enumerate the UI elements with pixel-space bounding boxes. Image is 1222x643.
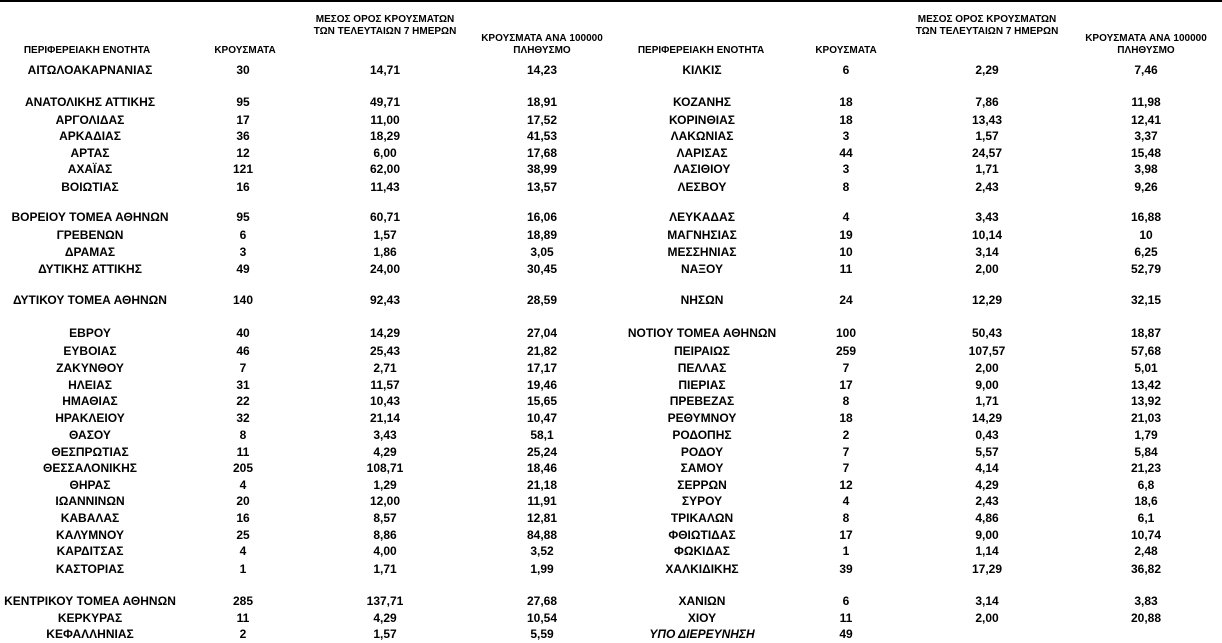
left-row-6-name: ΒΟΙΩΤΙΑΣ (61, 180, 119, 194)
left-row-6-rate: 13,57 (526, 180, 558, 194)
left-row-29-rate: 5,59 (530, 627, 554, 641)
right-row-11-cases: 24 (839, 293, 853, 307)
right-row-11-avg: 12,29 (971, 293, 1003, 307)
left-row-4-avg: 6,00 (373, 146, 397, 160)
left-row-15-name: ΗΛΕΙΑΣ (68, 378, 112, 392)
right-header-avg: ΜΕΣΟΣ ΟΡΟΣ ΚΡΟΥΣΜΑΤΩΝ ΤΩΝ ΤΕΛΕΥΤΑΙΩΝ 7 ΗΜΕΡΩΝ (915, 14, 1059, 37)
left-row-24-name: ΚΑΛΥΜΝΟΥ (56, 528, 124, 542)
right-row-0-rate: 7,46 (1134, 63, 1158, 77)
right-row-3-avg: 1,57 (975, 129, 999, 143)
right-row-8-cases: 19 (839, 228, 853, 242)
left-row-15-cases: 31 (236, 378, 250, 392)
right-row-14-avg: 2,00 (975, 361, 999, 375)
left-row-9-avg: 1,86 (373, 245, 397, 259)
right-row-0-avg: 2,29 (975, 63, 999, 77)
right-row-17-rate: 21,03 (1130, 411, 1162, 425)
right-row-28-rate: 20,88 (1130, 611, 1162, 625)
top-border-line (0, 0, 1222, 2)
left-row-29-avg: 1,57 (373, 627, 397, 641)
left-row-4-rate: 17,68 (526, 146, 558, 160)
right-row-5-avg: 1,71 (975, 162, 999, 176)
left-row-29-name: ΚΕΦΑΛΛΗΝΙΑΣ (46, 627, 134, 641)
right-row-17-cases: 18 (839, 411, 853, 425)
right-row-8-rate: 10 (1139, 228, 1153, 242)
right-row-18-avg: 0,43 (975, 428, 999, 442)
left-row-16-name: ΗΜΑΘΙΑΣ (62, 394, 118, 408)
right-row-1-rate: 11,98 (1131, 95, 1161, 109)
left-row-18-avg: 3,43 (373, 428, 397, 442)
left-row-22-avg: 12,00 (369, 494, 401, 508)
right-row-9-name: ΜΕΣΣΗΝΙΑΣ (667, 245, 737, 259)
right-row-6-rate: 9,26 (1134, 180, 1158, 194)
left-row-14-avg: 2,71 (373, 361, 397, 375)
left-row-18-name: ΘΑΣΟΥ (69, 428, 111, 442)
left-row-20-avg: 108,71 (366, 461, 404, 475)
left-row-3-rate: 41,53 (526, 129, 558, 143)
right-row-23-avg: 4,86 (975, 511, 999, 525)
right-row-2-avg: 13,43 (971, 113, 1003, 127)
left-row-8-name: ΓΡΕΒΕΝΩΝ (56, 228, 124, 242)
left-row-12-cases: 40 (236, 326, 250, 340)
left-row-11-name: ΔΥΤΙΚΟΥ ΤΟΜΕΑ ΑΘΗΝΩΝ (13, 293, 167, 307)
right-row-20-avg: 4,14 (975, 461, 999, 475)
left-row-11-avg: 92,43 (369, 293, 401, 307)
right-row-25-avg: 1,14 (975, 544, 999, 558)
right-row-20-name: ΣΑΜΟΥ (680, 461, 724, 475)
right-row-9-cases: 10 (839, 245, 853, 259)
left-row-8-cases: 6 (239, 228, 247, 242)
right-row-26-name: ΧΑΛΚΙΔΙΚΗΣ (665, 562, 739, 576)
left-header-cases: ΚΡΟΥΣΜΑΤΑ (214, 45, 276, 56)
right-row-9-avg: 3,14 (975, 245, 999, 259)
left-row-19-avg: 4,29 (373, 445, 397, 459)
right-row-3-rate: 3,37 (1134, 129, 1158, 143)
right-row-26-avg: 17,29 (971, 562, 1003, 576)
left-row-13-cases: 46 (236, 344, 250, 358)
left-row-20-rate: 18,46 (526, 461, 558, 475)
left-row-13-name: ΕΥΒΟΙΑΣ (63, 344, 117, 358)
right-row-14-rate: 5,01 (1134, 361, 1158, 375)
right-row-19-avg: 5,57 (975, 445, 999, 459)
left-row-7-cases: 95 (236, 210, 250, 224)
right-row-27-cases: 6 (842, 594, 850, 608)
left-row-28-name: ΚΕΡΚΥΡΑΣ (57, 611, 123, 625)
left-row-12-rate: 27,04 (526, 326, 558, 340)
right-row-8-avg: 10,14 (971, 228, 1003, 242)
left-row-26-cases: 1 (239, 562, 247, 576)
right-row-22-rate: 18,6 (1134, 494, 1158, 508)
left-row-24-cases: 25 (236, 528, 250, 542)
left-row-5-rate: 38,99 (526, 162, 558, 176)
right-row-1-name: ΚΟΖΑΝΗΣ (673, 95, 731, 109)
left-row-26-avg: 1,71 (373, 562, 397, 576)
left-row-20-cases: 205 (232, 461, 254, 475)
left-header-avg: ΜΕΣΟΣ ΟΡΟΣ ΚΡΟΥΣΜΑΤΩΝ ΤΩΝ ΤΕΛΕΥΤΑΙΩΝ 7 ΗΜΕΡΩΝ (313, 14, 457, 37)
right-row-12-rate: 18,87 (1130, 326, 1162, 340)
right-row-12-cases: 100 (835, 326, 857, 340)
right-row-28-avg: 2,00 (975, 611, 999, 625)
right-row-16-avg: 1,71 (975, 394, 999, 408)
left-row-16-avg: 10,43 (369, 394, 401, 408)
left-row-2-avg: 11,00 (370, 113, 400, 127)
left-row-28-avg: 4,29 (373, 611, 397, 625)
right-row-15-rate: 13,42 (1130, 378, 1162, 392)
left-row-4-name: ΑΡΤΑΣ (70, 146, 110, 160)
right-row-13-name: ΠΕΙΡΑΙΩΣ (674, 344, 730, 358)
left-row-4-cases: 12 (236, 146, 250, 160)
right-row-16-cases: 8 (842, 394, 850, 408)
right-row-10-name: ΝΑΞΟΥ (680, 262, 724, 276)
left-row-10-name: ΔΥΤΙΚΗΣ ΑΤΤΙΚΗΣ (38, 262, 142, 276)
left-row-13-avg: 25,43 (369, 344, 401, 358)
right-row-29-name: ΥΠΟ ΔΙΕΡΕΥΝΗΣΗ (649, 627, 755, 641)
right-row-27-avg: 3,14 (975, 594, 999, 608)
left-row-22-name: ΙΩΑΝΝΙΝΩΝ (55, 494, 125, 508)
left-header-region: ΠΕΡΙΦΕΡΕΙΑΚΗ ΕΝΟΤΗΤΑ (23, 45, 151, 56)
left-row-12-name: ΕΒΡΟΥ (69, 326, 111, 340)
left-row-9-rate: 3,05 (530, 245, 554, 259)
right-row-5-rate: 3,98 (1134, 162, 1158, 176)
right-row-10-cases: 11 (839, 262, 853, 276)
left-row-1-avg: 49,71 (369, 95, 401, 109)
left-row-25-cases: 4 (239, 544, 247, 558)
right-row-21-name: ΣΕΡΡΩΝ (677, 478, 727, 492)
right-row-6-cases: 8 (842, 180, 850, 194)
right-row-4-rate: 15,48 (1130, 146, 1162, 160)
left-row-14-cases: 7 (239, 361, 247, 375)
right-row-19-name: ΡΟΔΟΥ (680, 445, 724, 459)
left-row-18-cases: 8 (239, 428, 247, 442)
right-row-18-rate: 1,79 (1134, 428, 1158, 442)
left-row-10-cases: 49 (236, 262, 250, 276)
left-row-3-cases: 36 (236, 129, 250, 143)
left-row-20-name: ΘΕΣΣΑΛΟΝΙΚΗΣ (43, 461, 137, 475)
left-row-5-cases: 121 (232, 162, 254, 176)
left-row-0-cases: 30 (236, 63, 250, 77)
right-row-14-name: ΠΕΛΛΑΣ (677, 361, 727, 375)
left-row-17-avg: 21,14 (369, 411, 401, 425)
left-row-27-avg: 137,71 (366, 594, 404, 608)
left-row-25-rate: 3,52 (530, 544, 554, 558)
right-row-16-name: ΠΡΕΒΕΖΑΣ (669, 394, 735, 408)
left-row-2-cases: 17 (236, 113, 250, 127)
right-row-20-cases: 7 (842, 461, 850, 475)
left-row-2-name: ΑΡΓΟΛΙΔΑΣ (55, 113, 125, 127)
left-row-23-cases: 16 (236, 511, 250, 525)
left-row-10-rate: 30,45 (526, 262, 558, 276)
left-row-18-rate: 58,1 (530, 428, 554, 442)
right-row-11-rate: 32,15 (1130, 293, 1162, 307)
left-row-16-cases: 22 (236, 394, 250, 408)
right-row-7-cases: 4 (842, 210, 850, 224)
right-row-20-rate: 21,23 (1130, 461, 1162, 475)
left-row-1-cases: 95 (236, 95, 250, 109)
right-row-19-cases: 7 (842, 445, 850, 459)
left-row-0-name: ΑΙΤΩΛΟΑΚΑΡΝΑΝΙΑΣ (27, 63, 153, 77)
left-row-24-rate: 84,88 (526, 528, 558, 542)
left-row-16-rate: 15,65 (526, 394, 558, 408)
left-row-11-cases: 140 (232, 293, 254, 307)
left-row-19-name: ΘΕΣΠΡΩΤΙΑΣ (51, 445, 129, 459)
right-row-5-cases: 3 (842, 162, 850, 176)
right-row-2-cases: 18 (839, 113, 853, 127)
left-row-1-rate: 18,91 (526, 95, 558, 109)
right-row-17-avg: 14,29 (971, 411, 1003, 425)
right-row-29-cases: 49 (839, 627, 853, 641)
left-row-19-rate: 25,24 (526, 445, 558, 459)
left-row-7-name: ΒΟΡΕΙΟΥ ΤΟΜΕΑ ΑΘΗΝΩΝ (11, 210, 169, 224)
right-row-27-rate: 3,83 (1134, 594, 1158, 608)
right-row-8-name: ΜΑΓΝΗΣΙΑΣ (667, 228, 737, 242)
right-row-18-name: ΡΟΔΟΠΗΣ (672, 428, 732, 442)
right-row-12-name: ΝΟΤΙΟΥ ΤΟΜΕΑ ΑΘΗΝΩΝ (627, 326, 777, 340)
left-row-3-name: ΑΡΚΑΔΙΑΣ (59, 129, 121, 143)
left-row-0-avg: 14,71 (369, 63, 401, 77)
right-row-17-name: ΡΕΘΥΜΝΟΥ (667, 411, 737, 425)
left-row-21-avg: 1,29 (373, 478, 397, 492)
left-row-8-avg: 1,57 (373, 228, 397, 242)
left-row-23-avg: 8,57 (373, 511, 397, 525)
right-row-0-cases: 6 (842, 63, 850, 77)
right-row-27-name: ΧΑΝΙΩΝ (678, 594, 726, 608)
right-row-12-avg: 50,43 (971, 326, 1003, 340)
right-row-23-cases: 8 (842, 511, 850, 525)
right-row-1-avg: 7,86 (975, 95, 999, 109)
right-header-region: ΠΕΡΙΦΕΡΕΙΑΚΗ ΕΝΟΤΗΤΑ (637, 45, 765, 56)
left-row-26-rate: 1,99 (530, 562, 554, 576)
left-row-5-avg: 62,00 (369, 162, 401, 176)
right-row-13-avg: 107,57 (968, 344, 1006, 358)
right-row-10-rate: 52,79 (1130, 262, 1162, 276)
left-row-27-cases: 285 (232, 594, 254, 608)
left-row-15-rate: 19,46 (526, 378, 558, 392)
right-row-22-avg: 2,43 (975, 494, 999, 508)
left-row-8-rate: 18,89 (526, 228, 558, 242)
left-row-28-cases: 11 (236, 611, 250, 625)
right-row-23-rate: 6,1 (1137, 511, 1155, 525)
left-row-2-rate: 17,52 (526, 113, 558, 127)
left-header-rate: ΚΡΟΥΣΜΑΤΑ ΑΝΑ 100000 ΠΛΗΘΥΣΜΟ (481, 33, 603, 56)
left-row-9-name: ΔΡΑΜΑΣ (64, 245, 116, 259)
right-row-3-cases: 3 (842, 129, 850, 143)
left-row-14-name: ΖΑΚΥΝΘΟΥ (56, 361, 124, 375)
right-row-13-cases: 259 (835, 344, 857, 358)
left-row-7-rate: 16,06 (526, 210, 558, 224)
left-row-14-rate: 17,17 (526, 361, 558, 375)
right-row-22-name: ΣΥΡΟΥ (681, 494, 723, 508)
left-row-21-name: ΘΗΡΑΣ (69, 478, 111, 492)
right-row-1-cases: 18 (839, 95, 853, 109)
right-row-2-rate: 12,41 (1130, 113, 1162, 127)
left-row-23-rate: 12,81 (526, 511, 558, 525)
right-row-0-name: ΚΙΛΚΙΣ (682, 63, 722, 77)
left-row-15-avg: 11,57 (370, 378, 400, 392)
right-row-14-cases: 7 (842, 361, 850, 375)
right-row-21-rate: 6,8 (1137, 478, 1155, 492)
left-row-25-avg: 4,00 (373, 544, 397, 558)
right-row-23-name: ΤΡΙΚΑΛΩΝ (670, 511, 734, 525)
left-row-1-name: ΑΝΑΤΟΛΙΚΗΣ ΑΤΤΙΚΗΣ (24, 95, 156, 109)
right-row-21-avg: 4,29 (975, 478, 999, 492)
left-row-19-cases: 11 (236, 445, 250, 459)
right-row-28-name: ΧΙΟΥ (687, 611, 717, 625)
left-row-0-rate: 14,23 (526, 63, 558, 77)
left-row-17-name: ΗΡΑΚΛΕΙΟΥ (55, 411, 125, 425)
right-row-15-name: ΠΙΕΡΙΑΣ (678, 378, 726, 392)
right-header-rate: ΚΡΟΥΣΜΑΤΑ ΑΝΑ 100000 ΠΛΗΘΥΣΜΟ (1085, 33, 1207, 56)
left-row-5-name: ΑΧΑΪΑΣ (67, 162, 113, 176)
right-row-2-name: ΚΟΡΙΝΘΙΑΣ (669, 113, 735, 127)
right-row-25-name: ΦΩΚΙΔΑΣ (674, 544, 730, 558)
right-row-7-name: ΛΕΥΚΑΔΑΣ (669, 210, 735, 224)
right-row-13-rate: 57,68 (1130, 344, 1162, 358)
right-row-25-rate: 2,48 (1134, 544, 1158, 558)
right-row-6-avg: 2,43 (975, 180, 999, 194)
left-row-21-cases: 4 (239, 478, 247, 492)
right-row-4-cases: 44 (839, 146, 853, 160)
right-row-24-rate: 10,74 (1130, 528, 1162, 542)
right-row-18-cases: 2 (842, 428, 850, 442)
right-row-4-avg: 24,57 (971, 146, 1003, 160)
right-row-22-cases: 4 (842, 494, 850, 508)
left-row-22-rate: 11,91 (527, 494, 557, 508)
right-row-16-rate: 13,92 (1130, 394, 1162, 408)
left-row-27-rate: 27,68 (526, 594, 558, 608)
left-row-27-name: ΚΕΝΤΡΙΚΟΥ ΤΟΜΕΑ ΑΘΗΝΩΝ (4, 594, 176, 608)
right-row-10-avg: 2,00 (975, 262, 999, 276)
left-row-17-rate: 10,47 (526, 411, 558, 425)
left-row-6-cases: 16 (236, 180, 250, 194)
right-row-26-cases: 39 (839, 562, 853, 576)
right-row-3-name: ΛΑΚΩΝΙΑΣ (670, 129, 734, 143)
left-row-9-cases: 3 (239, 245, 247, 259)
right-row-28-cases: 11 (839, 611, 853, 625)
right-row-7-rate: 16,88 (1130, 210, 1162, 224)
right-row-6-name: ΛΕΣΒΟΥ (677, 180, 727, 194)
left-row-11-rate: 28,59 (526, 293, 558, 307)
right-row-26-rate: 36,82 (1130, 562, 1162, 576)
left-row-28-rate: 10,54 (526, 611, 558, 625)
right-row-21-cases: 12 (839, 478, 853, 492)
left-row-29-cases: 2 (239, 627, 247, 641)
left-row-10-avg: 24,00 (369, 262, 401, 276)
left-row-21-rate: 21,18 (526, 478, 558, 492)
right-row-24-avg: 9,00 (975, 528, 999, 542)
right-header-cases: ΚΡΟΥΣΜΑΤΑ (815, 45, 877, 56)
right-row-7-avg: 3,43 (975, 210, 999, 224)
right-row-19-rate: 5,84 (1134, 445, 1158, 459)
right-row-24-name: ΦΘΙΩΤΙΔΑΣ (668, 528, 736, 542)
left-row-12-avg: 14,29 (369, 326, 401, 340)
left-row-13-rate: 21,82 (526, 344, 558, 358)
left-row-24-avg: 8,86 (373, 528, 397, 542)
left-row-3-avg: 18,29 (369, 129, 401, 143)
right-row-9-rate: 6,25 (1134, 245, 1158, 259)
left-row-25-name: ΚΑΡΔΙΤΣΑΣ (56, 544, 124, 558)
left-row-22-cases: 20 (236, 494, 250, 508)
right-row-15-cases: 17 (839, 378, 853, 392)
right-row-25-cases: 1 (842, 544, 850, 558)
left-row-23-name: ΚΑΒΑΛΑΣ (60, 511, 120, 525)
left-row-17-cases: 32 (236, 411, 250, 425)
left-row-6-avg: 11,43 (370, 180, 400, 194)
right-row-11-name: ΝΗΣΩΝ (680, 293, 724, 307)
left-row-26-name: ΚΑΣΤΟΡΙΑΣ (55, 562, 125, 576)
left-row-7-avg: 60,71 (369, 210, 401, 224)
right-row-5-name: ΛΑΣΙΘΙΟΥ (673, 162, 731, 176)
right-row-24-cases: 17 (839, 528, 853, 542)
right-row-4-name: ΛΑΡΙΣΑΣ (676, 146, 728, 160)
right-row-15-avg: 9,00 (975, 378, 999, 392)
